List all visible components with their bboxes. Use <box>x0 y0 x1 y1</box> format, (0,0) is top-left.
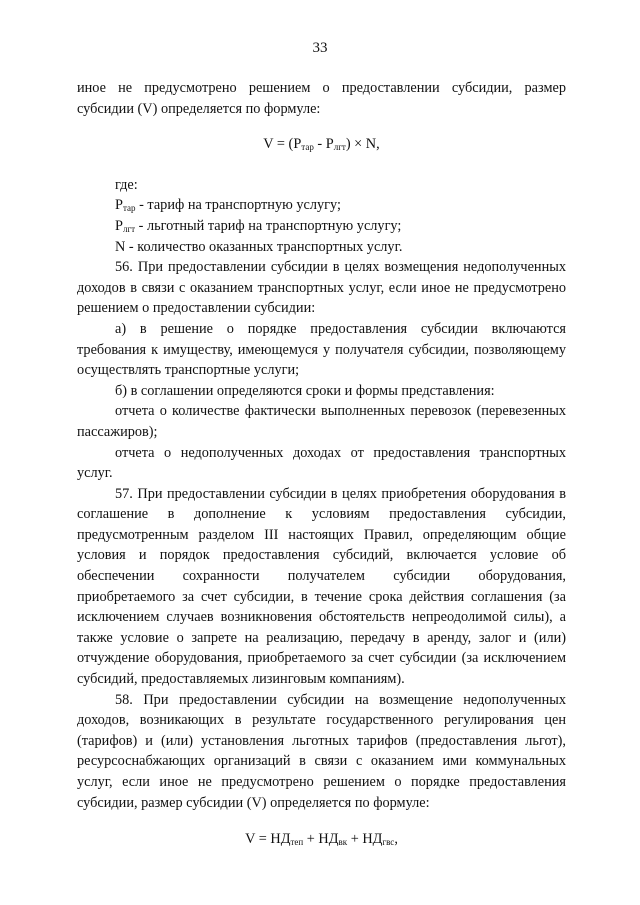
where-label: где: <box>115 176 138 193</box>
paragraph-56-b-2: отчета о недополученных доходах от предоставления транспортных услуг. <box>77 444 566 482</box>
definition-tariff: $P_{тар}$ - тариф на транспортную услугу; <box>115 197 341 214</box>
paragraph-56: 56. При предоставлении субсидии в целях возмещения недополученных доходов в связи с оказанием транспортных услуг, если иное не предусмотрено решением о предоставлении субсидии: <box>77 259 566 317</box>
paragraph-56-b-1: отчета о количестве фактически выполненных перевозок (перевезенных пассажиров); <box>77 403 566 440</box>
formula-transport: $V = (P_{тар} - P_{лгт}) \times N$, <box>263 136 380 153</box>
paragraph-56-a: а) в решение о порядке предоставления субсидии включаются требования к имуществу, имеющемуся у получателя субсидии, позволяющему осуществлять транспортные услуги; <box>77 320 566 379</box>
document-body <box>77 78 566 850</box>
page-number: 33 <box>312 40 328 56</box>
definition-quantity: N - количество оказанных транспортных услуг. <box>115 238 403 255</box>
definition-preferential-tariff: $P_{лгт}$ - льготный тариф на транспортную услугу; <box>115 217 402 234</box>
paragraph-56-b: б) в соглашении определяются сроки и формы представления: <box>115 382 495 399</box>
formula-utilities: $V = НД_{теп} + НД_{вк} + НД_{гвс}$, <box>245 831 398 848</box>
paragraph-57: 57. При предоставлении субсидии в целях приобретения оборудования в соглашение в дополнение к условиям предоставления субсидии, предусмотренным разделом III настоящих Правил, определяющим общие условия и порядок предоставления субсидий, включается условие об обеспечении сохранности получателем субсидии оборудования, приобретаемого за счет субсидии, в течение срока действия соглашения (за исключением случаев возникновения обстоятельств непреодолимой силы), а также условие о запрете на реализацию, передачу в аренду, залог и (или) отчуждение оборудования, приобретаемого за счет субсидии (за исключением субсидий, предоставляемых лизинговым компаниям). <box>77 485 566 688</box>
paragraph-intro: иное не предусмотрено решением о предоставлении субсидии, размер субсидии (V) определяется по формуле: <box>77 80 566 117</box>
paragraph-58: 58. При предоставлении субсидии на возмещение недополученных доходов, возникающих в результате государственного регулирования цен (тарифов) и (или) установления льготных тарифов (предоставления льгот), ресурсоснабжающих организаций в связи с оказанием ими коммунальных услуг, если иное не предусмотрено решением о порядке предоставления субсидии, размер субсидии (V) определяется по формуле: <box>77 691 566 811</box>
